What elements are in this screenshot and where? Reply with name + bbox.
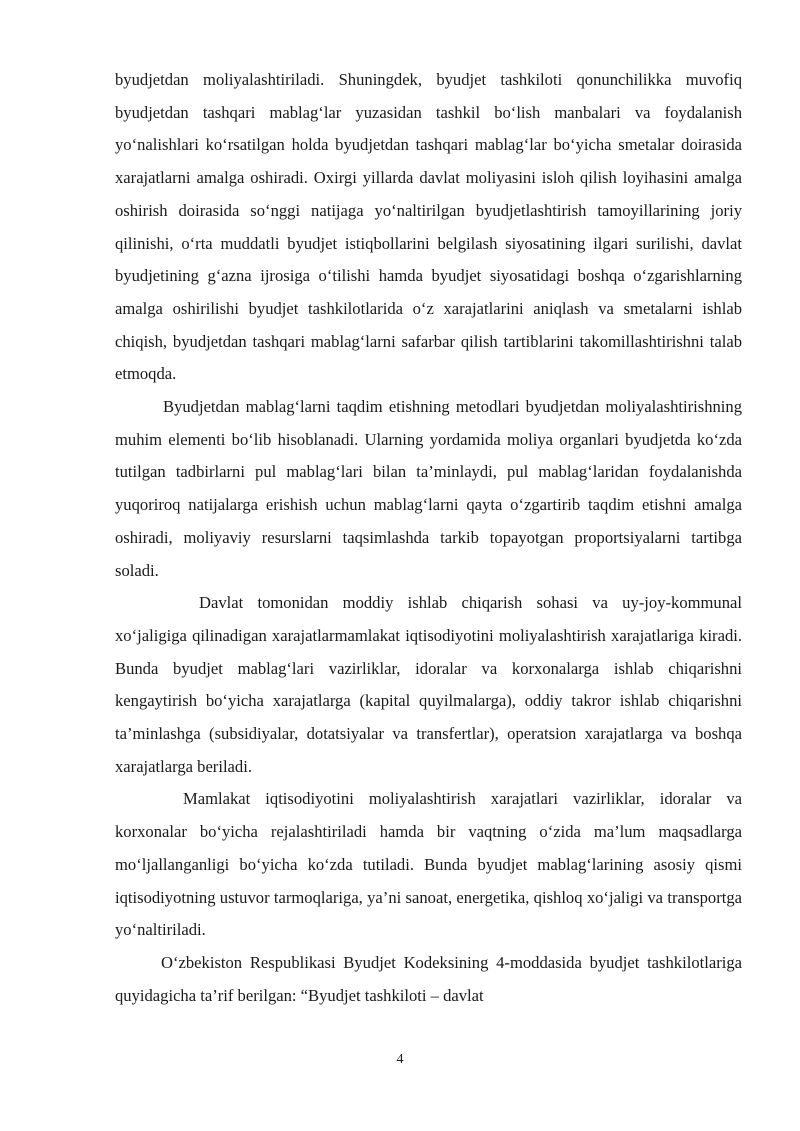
paragraph-1: byudjetdan moliyalashtiriladi. Shuningdek, byudjet tashkiloti qonunchilikka muvofiq byudjetdan tashqari mablag‘lar yuzasidan tashkil bo‘lish manbalari va foydalanish yo‘nalishlari ko‘rsatilgan holda byudjetdan tashqari mablag‘lar bo‘yicha smetalar doirasida xarajatlarni amalga oshiradi. Oxirgi yillarda davlat moliyasini isloh qilish loyihasini amalga oshirish doirasida so‘nggi natijaga yo‘naltirilgan byudjetlashtirish tamoyillarining joriy qilinishi, o‘rta muddatli byudjet istiqbollarini belgilash siyosatining ilgari surilishi, davlat byudjetining g‘azna ijrosiga o‘tilishi hamda byudjet siyosatidagi boshqa o‘zgarishlarning amalga oshirilishi byudjet tashkilotlarida o‘z xarajatlarini aniqlash va smetalarni ishlab chiqish, byudjetdan tashqari mablag‘larni safarbar qilish tartiblarini takomillashtirishni talab etmoqda.	[115, 70, 742, 384]
page-number: 4	[396, 1052, 404, 1067]
paragraph-5: O‘zbekiston Respublikasi Byudjet Kodeksining 4-moddasida byudjet tashkilotlariga quyidagicha ta’rif berilgan: “Byudjet tashkiloti – davlat	[115, 952, 742, 1005]
body-text	[115, 64, 742, 1012]
paragraph-4: Mamlakat iqtisodiyotini moliyalashtirish xarajatlari vazirliklar, idoralar va korxonalar bo‘yicha rejalashtiriladi hamda bir vaqtning o‘zida ma’lum maqsadlarga mo‘ljallanganligi bo‘yicha ko‘zda tutiladi. Bunda byudjet mablag‘larining asosiy qismi iqtisodiyotning ustuvor tarmoqlariga, ya’ni sanoat, energetika, qishloq xo‘jaligi va transportga yo‘naltiriladi.	[115, 789, 742, 940]
paragraph-2: Byudjetdan mablag‘larni taqdim etishning metodlari byudjetdan moliyalashtirishning muhim elementi bo‘lib hisoblanadi. Ularning yordamida moliya organlari byudjetda ko‘zda tutilgan tadbirlarni pul mablag‘lari bilan ta’minlaydi, pul mablag‘laridan foydalanishda yuqoriroq natijalarga erishish uchun mablag‘larni qayta o‘zgartirib taqdim etishni amalga oshiradi, moliyaviy resurslarni taqsimlashda tarkib topayotgan proportsiyalarni tartibga soladi.	[115, 397, 742, 580]
paragraph-3: Davlat tomonidan moddiy ishlab chiqarish sohasi va uy-joy-kommunal xo‘jaligiga qilinadigan xarajatlarmamlakat iqtisodiyotini moliyalashtirish xarajatlariga kiradi. Bunda byudjet mablag‘lari vazirliklar, idoralar va korxonalarga ishlab chiqarishni kengaytirish bo‘yicha xarajatlarga (kapital quyilmalarga), oddiy takror ishlab chiqarishni ta’minlashga (subsidiyalar, dotatsiyalar va transfertlar), operatsion xarajatlarga va boshqa xarajatlarga beriladi.	[115, 593, 742, 776]
